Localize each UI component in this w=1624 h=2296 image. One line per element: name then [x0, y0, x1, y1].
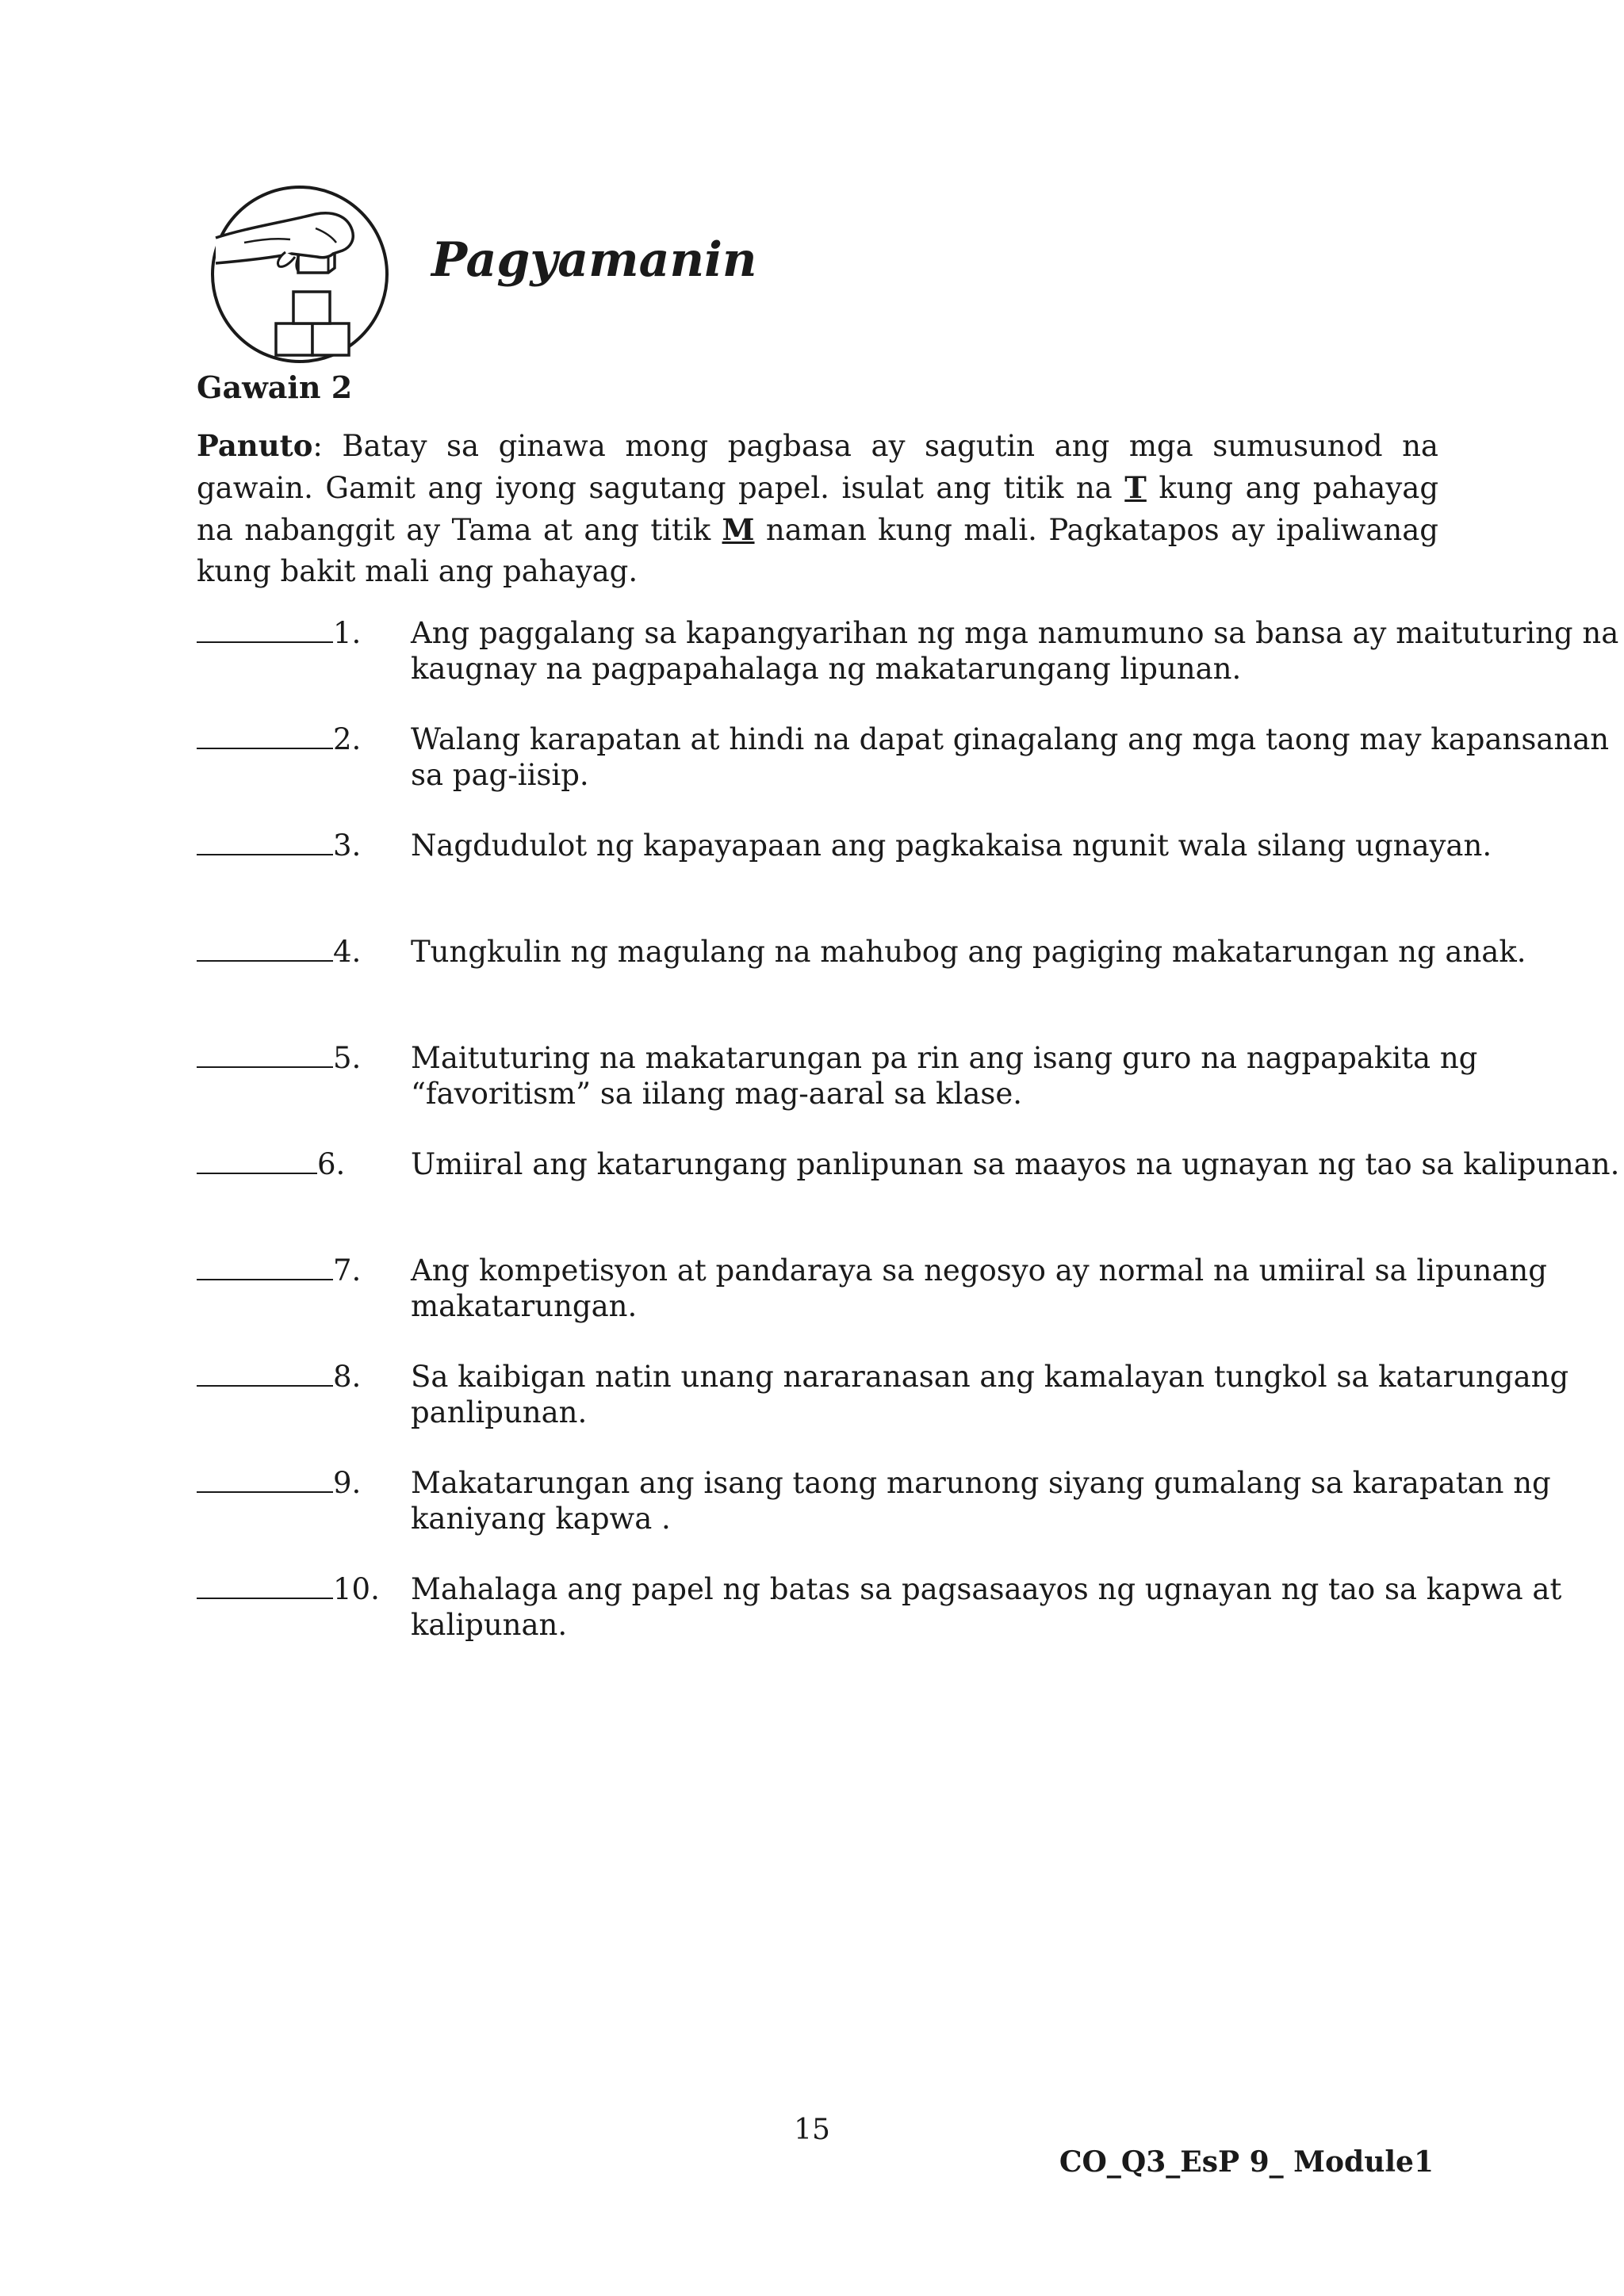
item-text: Mahalaga ang papel ng batas sa pagsasaayos ng ugnayan ng tao sa kapwa at kalipunan.	[411, 1572, 1562, 1642]
item-number: 10.	[333, 1572, 380, 1606]
answer-blank[interactable]	[197, 830, 333, 855]
item-text: Maituturing na makatarungan pa rin ang isang guro na nagpapakita ng “favoritism” sa iilang mag-aaral sa klase.	[411, 1041, 1478, 1111]
list-item	[197, 1146, 1620, 1253]
list-item	[197, 615, 1619, 721]
answer-blank[interactable]	[197, 1255, 333, 1280]
list-item	[197, 1571, 1562, 1678]
answer-blank[interactable]	[197, 1043, 333, 1068]
answer-blank[interactable]	[197, 1468, 333, 1493]
item-number: 4.	[333, 935, 362, 969]
item-text: Sa kaibigan natin unang nararanasan ang kamalayan tungkol sa katarungang panlipunan.	[411, 1360, 1569, 1429]
item-number: 9.	[333, 1466, 362, 1500]
item-number: 8.	[333, 1360, 362, 1394]
answer-blank[interactable]	[197, 1361, 333, 1387]
module-code: CO_Q3_EsP 9_ Module1	[1059, 2145, 1434, 2179]
item-number: 3.	[333, 828, 362, 863]
instructions-text-1: : Batay sa ginawa mong pagbasa ay sagutin ang mga sumusunod na gawain. Gamit ang iyong sagutang papel. isulat ang titik na	[197, 429, 1438, 505]
answer-blank[interactable]	[197, 1574, 333, 1599]
item-text: Ang paggalang sa kapangyarihan ng mga namumuno sa bansa ay maituturing na kaugnay na pagpapahalaga ng makatarungang lipunan.	[411, 616, 1619, 686]
item-text: Walang karapatan at hindi na dapat ginagalang ang mga taong may kapansanan sa pag-iisip.	[411, 722, 1610, 792]
item-number: 2.	[333, 722, 362, 756]
true-letter: T	[1124, 470, 1147, 505]
item-text: Tungkulin ng magulang na mahubog ang pagiging makatarungan ng anak.	[411, 935, 1526, 969]
page-number: 15	[794, 2114, 830, 2146]
item-number: 1.	[333, 616, 362, 650]
false-letter: M	[722, 512, 755, 547]
list-item	[197, 828, 1492, 934]
answer-blank[interactable]	[197, 618, 333, 643]
instructions-paragraph	[197, 425, 1438, 592]
list-item	[197, 1253, 1547, 1359]
statement-list	[197, 615, 1620, 1678]
hand-stacking-blocks-icon	[197, 181, 395, 368]
activity-label: Gawain 2	[197, 369, 353, 405]
list-item	[197, 934, 1526, 1040]
instructions-text-3: naman kung mali. Pagkatapos ay ipaliwanag kung bakit mali ang pahayag.	[197, 513, 1438, 588]
instructions-text-2: kung ang pahayag na nabanggit ay Tama at ang titik	[197, 471, 1439, 547]
list-item	[197, 1040, 1478, 1146]
answer-blank[interactable]	[197, 936, 333, 962]
list-item	[197, 1465, 1551, 1571]
instructions-lead: Panuto	[197, 428, 313, 463]
list-item	[197, 1359, 1569, 1465]
section-title: Pagyamanin	[431, 232, 757, 288]
item-text: Nagdudulot ng kapayapaan ang pagkakaisa ngunit wala silang ugnayan.	[411, 828, 1492, 863]
item-number: 5.	[333, 1041, 362, 1075]
answer-blank[interactable]	[197, 1149, 317, 1174]
item-text: Umiiral ang katarungang panlipunan sa maayos na ugnayan ng tao sa kalipunan.	[411, 1147, 1620, 1181]
list-item	[197, 721, 1610, 828]
item-text: Makatarungan ang isang taong marunong siyang gumalang sa karapatan ng kaniyang kapwa .	[411, 1466, 1551, 1536]
item-text: Ang kompetisyon at pandaraya sa negosyo ay normal na umiiral sa lipunang makatarungan.	[411, 1253, 1547, 1323]
item-number: 6.	[317, 1147, 346, 1181]
item-number: 7.	[333, 1253, 362, 1288]
answer-blank[interactable]	[197, 724, 333, 749]
